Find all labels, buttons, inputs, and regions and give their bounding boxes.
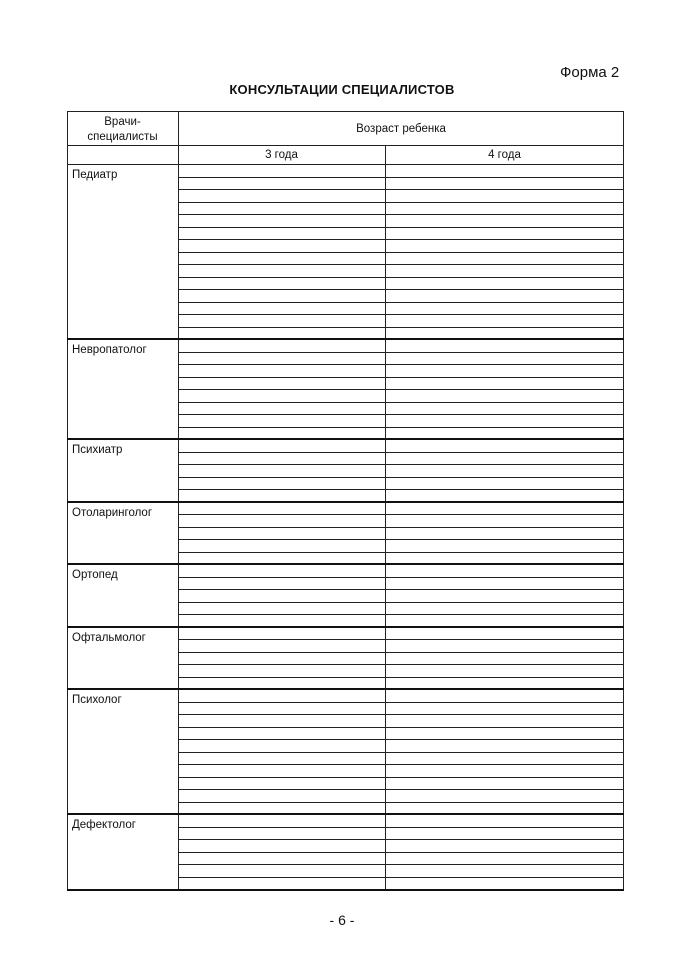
entry-line[interactable] [178,389,624,390]
age-header-3: 3 года [265,149,298,161]
entry-line[interactable] [178,352,624,353]
header-divider [67,145,624,146]
entry-line[interactable] [178,252,624,253]
entry-line[interactable] [178,864,624,865]
entry-line[interactable] [178,264,624,265]
entry-line[interactable] [178,764,624,765]
entry-line[interactable] [178,202,624,203]
specialist-name: Ортопед [72,569,118,581]
section-divider [67,338,624,340]
entry-line[interactable] [178,214,624,215]
specialist-name: Психолог [72,694,122,706]
age-header-4: 4 года [488,149,521,161]
entry-line[interactable] [178,302,624,303]
specialist-name: Офтальмолог [72,632,146,644]
specialist-name: Невропатолог [72,344,147,356]
section-divider [67,688,624,690]
entry-line[interactable] [178,827,624,828]
entry-line[interactable] [178,802,624,803]
specialist-name: Дефектолог [72,819,136,831]
column-divider [385,145,386,891]
entry-line[interactable] [178,364,624,365]
entry-line[interactable] [178,489,624,490]
header-divider [67,164,624,165]
age-group-header: Возраст ребенка [356,123,446,135]
entry-line[interactable] [178,702,624,703]
doctors-column-header: Врачи- специалисты [87,116,158,143]
entry-line[interactable] [178,877,624,878]
entry-line[interactable] [178,227,624,228]
entry-line[interactable] [178,652,624,653]
entry-line[interactable] [178,414,624,415]
section-divider [67,626,624,628]
entry-line[interactable] [178,277,624,278]
entry-line[interactable] [178,727,624,728]
entry-line[interactable] [178,189,624,190]
entry-line[interactable] [178,327,624,328]
entry-line[interactable] [178,589,624,590]
entry-line[interactable] [178,614,624,615]
table-bottom-line [67,889,624,891]
entry-line[interactable] [178,664,624,665]
entry-line[interactable] [178,314,624,315]
entry-line[interactable] [178,839,624,840]
entry-line[interactable] [178,514,624,515]
section-divider [67,563,624,565]
entry-line[interactable] [178,539,624,540]
entry-line[interactable] [178,377,624,378]
entry-line[interactable] [178,427,624,428]
entry-line[interactable] [178,552,624,553]
section-divider [67,813,624,815]
entry-line[interactable] [178,239,624,240]
form-label: Форма 2 [560,64,620,81]
section-divider [67,501,624,503]
entry-line[interactable] [178,777,624,778]
entry-line[interactable] [178,677,624,678]
entry-line[interactable] [178,452,624,453]
entry-line[interactable] [178,739,624,740]
entry-line[interactable] [178,752,624,753]
page-title: КОНСУЛЬТАЦИИ СПЕЦИАЛИСТОВ [229,82,455,97]
entry-line[interactable] [178,402,624,403]
entry-line[interactable] [178,464,624,465]
specialist-name: Психиатр [72,444,123,456]
entry-line[interactable] [178,789,624,790]
entry-line[interactable] [178,852,624,853]
specialist-name: Отоларинголог [72,507,153,519]
section-divider [67,438,624,440]
specialist-name: Педиатр [72,169,118,181]
entry-line[interactable] [178,289,624,290]
entry-line[interactable] [178,602,624,603]
entry-line[interactable] [178,177,624,178]
entry-line[interactable] [178,714,624,715]
entry-line[interactable] [178,527,624,528]
page-number: - 6 - [329,912,355,928]
entry-line[interactable] [178,477,624,478]
entry-line[interactable] [178,639,624,640]
entry-line[interactable] [178,577,624,578]
